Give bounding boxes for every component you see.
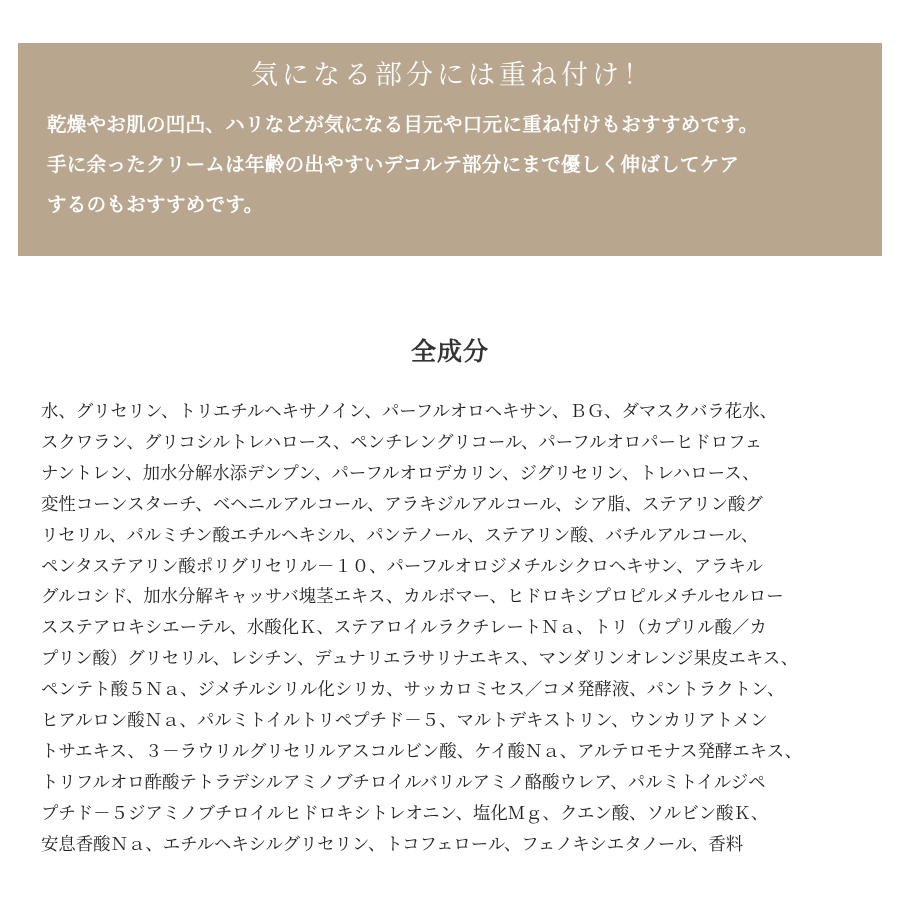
ingredients-line: プリン酸）グリセリル、レシチン、デュナリエラサリナエキス、マンダリンオレンジ果皮エキス、	[41, 649, 799, 670]
banner-line: 手に余ったクリームは年齢の出やすいデコルテ部分にまで優しく伸ばしてケア	[47, 153, 740, 176]
ingredients-heading: 全成分	[410, 337, 489, 366]
ingredients-line: スステアロキシエーテル、水酸化Ｋ、ステアロイルラクチレートＮａ、トリ（カプリル酸／カ	[41, 618, 767, 639]
banner-line: 乾燥やお肌の凹凸、ハリなどが気になる目元や口元に重ね付けもおすすめです。	[47, 113, 759, 136]
banner-description	[47, 105, 858, 225]
ingredients-line: スクワラン、グリコシルトレハロース、ペンチレングリコール、パーフルオロパーヒドロフェ	[41, 432, 763, 453]
ingredients-line: リセリル、パルミチン酸エチルヘキシル、パンテノール、ステアリン酸、バチルアルコール、	[41, 525, 759, 546]
ingredients-line: トリフルオロ酢酸テトラデシルアミノブチロイルバリルアミノ酪酸ウレア、パルミトイルジペ	[41, 772, 766, 793]
ingredients-line: プチド－５ジアミノブチロイルヒドロキシトレオニン、塩化Ｍｇ、クエン酸、ソルビン酸Ｋ、	[41, 803, 769, 824]
banner-line: するのもおすすめです。	[47, 193, 264, 216]
feature-banner	[18, 43, 882, 256]
ingredients-line: ペンタステアリン酸ポリグリセリル－１０、パーフルオロジメチルシクロヘキサン、アラキル	[41, 556, 763, 577]
ingredients-line: トサエキス、３－ラウリルグリセリルアスコルビン酸、ケイ酸Ｎａ、アルテロモナス発酵エキス、	[41, 741, 803, 762]
ingredients-line: ナントレン、加水分解水添デンプン、パーフルオロデカリン、ジグリセリン、トレハロース、	[41, 463, 760, 484]
ingredients-line: 変性コーンスターチ、ベヘニルアルコール、アラキジルアルコール、シア脂、ステアリン酸グ	[41, 494, 763, 515]
ingredients-list	[41, 397, 881, 861]
ingredients-line: ヒアルロン酸Ｎａ、パルミトイルトリペプチド－５、マルトデキストリン、ウンカリアトメン	[41, 711, 768, 732]
ingredients-line: グルコシド、加水分解キャッサバ塊茎エキス、カルボマー、ヒドロキシプロピルメチルセルロー	[41, 587, 784, 608]
banner-title: 気になる部分には重ね付け！	[251, 60, 654, 91]
ingredients-line: ペンテト酸５Ｎａ、ジメチルシリル化シリカ、サッカロミセス／コメ発酵液、パントラクトン、	[41, 680, 785, 701]
ingredients-line: 安息香酸Ｎａ、エチルヘキシルグリセリン、トコフェロール、フェノキシエタノール、香料	[41, 834, 744, 855]
ingredients-line: 水、グリセリン、トリエチルヘキサノイン、パーフルオロヘキサン、ＢＧ、ダマスクバラ花水、	[41, 402, 777, 422]
